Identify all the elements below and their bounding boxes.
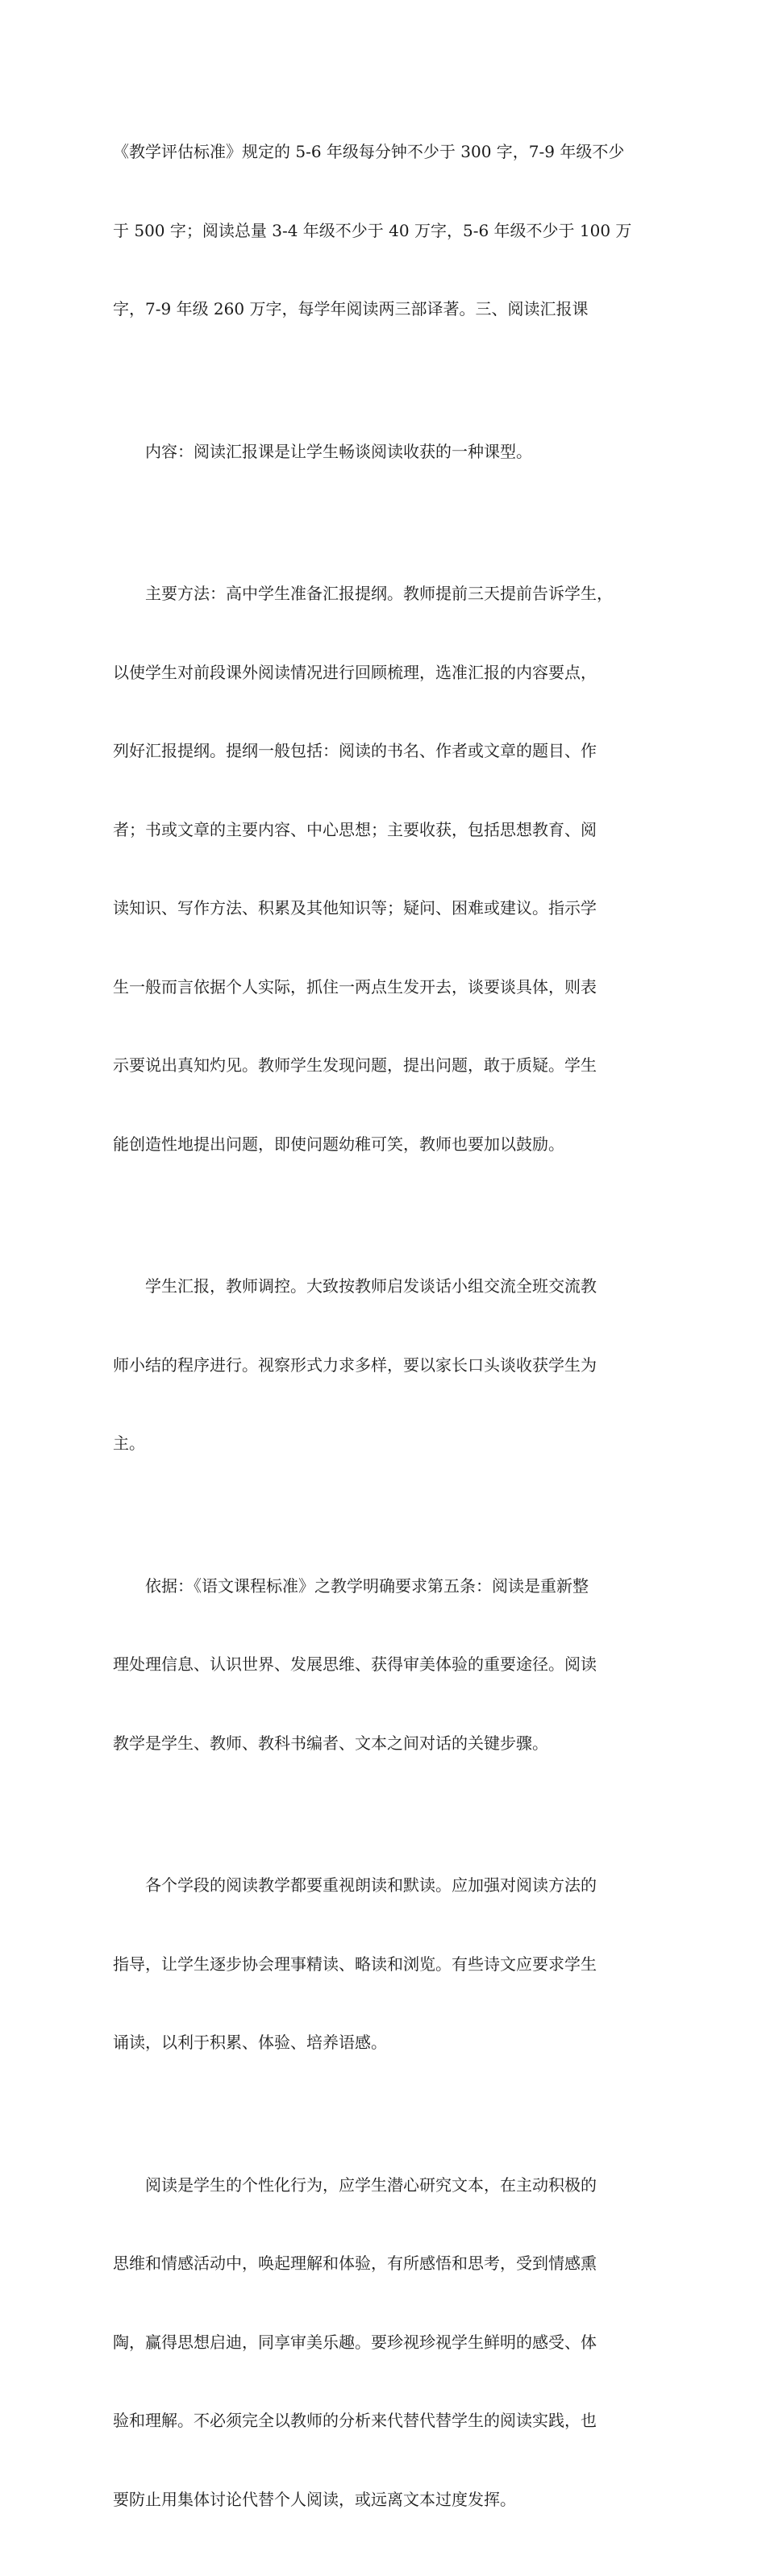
paragraph-individual-reading: [113, 2120, 664, 2566]
paragraph-basis: [113, 1521, 664, 1809]
paragraph-main-method: [113, 528, 664, 1209]
text-line: 教学是学生、教师、教科书编者、文本之间对话的关键步骤。: [113, 1733, 548, 1753]
text-line: 字，7-9 年级 260 万字，每学年阅读两三部译著。三、阅读汇报课: [113, 299, 589, 318]
text-line: 师小结的程序进行。视察形式力求多样，要以家长口头谈收获学生为: [113, 1355, 597, 1375]
text-line: 诵读，以利于积累、体验、培养语感。: [113, 2033, 387, 2052]
text-line: 陶，赢得思想启迪，同享审美乐趣。要珍视珍视学生鲜明的感受、体: [113, 2332, 597, 2352]
text-line: 主。: [113, 1434, 145, 1453]
text-line: 验和理解。不必须完全以教师的分析来代替代替学生的阅读实践，也: [113, 2411, 597, 2430]
text-line: 《教学评估标准》规定的 5-6 年级每分钟不少于 300 字，7-9 年级不少: [113, 142, 625, 161]
paragraph-reading-standards: [113, 86, 664, 375]
text-line: 主要方法：高中学生准备汇报提纲。教师提前三天提前告诉学生，: [113, 584, 613, 603]
text-line: 各个学段的阅读教学都要重视朗读和默读。应加强对阅读方法的: [113, 1875, 597, 1895]
text-line: 生一般而言依据个人实际，抓住一两点生发开去，谈要谈具体，则表: [113, 976, 597, 997]
text-line: 指导，让学生逐步协会理事精读、略读和浏览。有些诗文应要求学生: [113, 1954, 597, 1974]
text-line: 列好汇报提纲。提纲一般包括：阅读的书名、作者或文章的题目、作: [113, 741, 597, 760]
paragraph-content: [113, 386, 664, 518]
text-line: 者；书或文章的主要内容、中心思想；主要收获，包括思想教育、阅: [113, 819, 597, 839]
text-line: 于 500 字；阅读总量 3-4 年级不少于 40 万字，5-6 年级不少于 100 万: [113, 220, 632, 240]
text-line: 以使学生对前段课外阅读情况进行回顾梳理，选准汇报的内容要点，: [113, 662, 597, 682]
paragraph-student-report: [113, 1221, 664, 1509]
text-line: 要防止用集体讨论代替个人阅读，或远离文本过度发挥。: [113, 2489, 516, 2509]
text-line: 学生汇报，教师调控。大致按教师启发谈话小组交流全班交流教: [113, 1276, 597, 1296]
text-line: 能创造性地提出问题，即使问题幼稚可笑，教师也要加以鼓励。: [113, 1134, 564, 1154]
text-line: 阅读是学生的个性化行为，应学生潜心研究文本，在主动积极的: [113, 2174, 597, 2195]
text-line: 依据：《语文课程标准》之教学明确要求第五条：阅读是重新整: [113, 1575, 589, 1596]
document-body: [113, 86, 664, 2576]
text-line: 示要说出真知灼见。教师学生发现问题，提出问题，敢于质疑。学生: [113, 1055, 597, 1075]
text-line: 读知识、写作方法、积累及其他知识等；疑问、困难或建议。指示学: [113, 898, 597, 918]
text-line: 思维和情感活动中，唤起理解和体验，有所感悟和思考，受到情感熏: [113, 2253, 597, 2273]
text-line: 理处理信息、认识世界、发展思维、获得审美体验的重要途径。阅读: [113, 1654, 597, 1674]
text-line: 内容：阅读汇报课是让学生畅谈阅读收获的一种课型。: [113, 441, 532, 461]
paragraph-reading-aloud: [113, 1820, 664, 2108]
